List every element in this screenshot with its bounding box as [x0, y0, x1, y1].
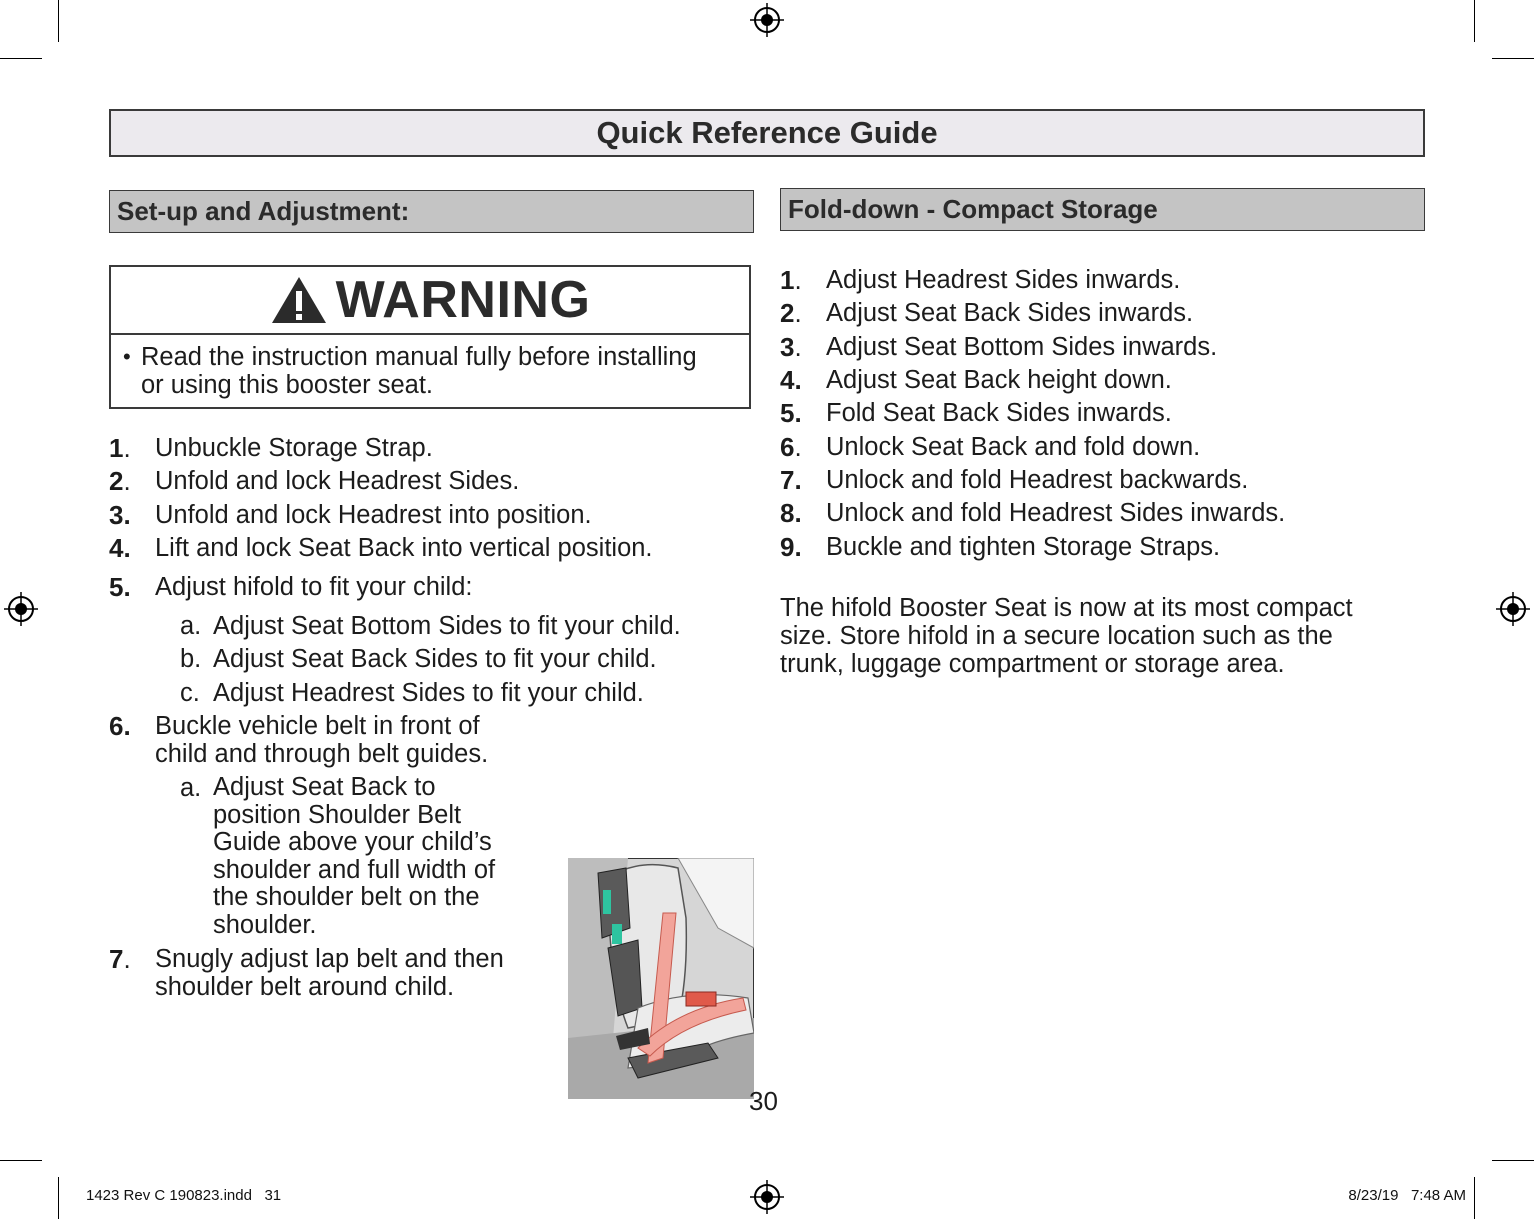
step-text: Adjust hifold to fit your child:: [155, 573, 473, 601]
crop-mark: [1474, 0, 1475, 42]
crop-mark: [58, 0, 59, 42]
warning-header: [111, 267, 749, 335]
step-line: Buckle vehicle belt in front of: [155, 712, 480, 740]
crop-mark: [58, 1177, 59, 1219]
warning-text: [111, 335, 749, 399]
sub-step-text: Adjust Seat Back Sides to fit your child.: [213, 645, 657, 673]
page-title: Quick Reference Guide: [109, 109, 1425, 157]
step-line: Snugly adjust lap belt and then: [155, 945, 504, 973]
sub-step-letter: a.: [180, 612, 202, 640]
crop-mark: [0, 58, 42, 59]
closing-line: The hifold Booster Seat is now at its most compact: [780, 594, 1353, 622]
sub-step-line: the shoulder belt on the: [213, 883, 480, 912]
section-heading-setup: Set-up and Adjustment:: [109, 190, 754, 233]
step-text: [155, 945, 504, 1001]
step-text: Unlock Seat Back and fold down.: [826, 433, 1201, 461]
step-number: 8.: [780, 498, 802, 528]
step-text: Buckle and tighten Storage Straps.: [826, 533, 1221, 561]
step-number: 9.: [780, 532, 802, 562]
step-number: 4.: [109, 533, 131, 563]
step-number: 7.: [109, 944, 131, 974]
sub-step-text: Adjust Headrest Sides to fit your child.: [213, 679, 644, 707]
crop-mark: [0, 1160, 42, 1161]
booster-seat-illustration: [568, 858, 754, 1099]
step-text: Unbuckle Storage Strap.: [155, 434, 433, 462]
step-text: Adjust Seat Back Sides inwards.: [826, 299, 1194, 327]
closing-line: trunk, luggage compartment or storage area.: [780, 650, 1285, 678]
step-text: Unfold and lock Headrest Sides.: [155, 467, 520, 495]
sub-step-line: Guide above your child’s: [213, 828, 492, 857]
sub-step-text: [213, 774, 495, 940]
sub-step-line: Adjust Seat Back to: [213, 773, 436, 801]
step-text: [155, 712, 488, 768]
registration-mark-icon: [750, 3, 784, 37]
step-number: 5.: [109, 572, 131, 602]
section-heading-fold-down: Fold-down - Compact Storage: [780, 188, 1425, 231]
sub-step-line: shoulder.: [213, 910, 317, 939]
closing-line: size. Store hifold in a secure location such as the: [780, 622, 1333, 650]
footer-date-info: 8/23/19 7:48 AM: [1348, 1187, 1466, 1204]
step-text: Unfold and lock Headrest into position.: [155, 501, 592, 529]
step-number: 7.: [780, 465, 802, 495]
step-text: Lift and lock Seat Back into vertical position.: [155, 534, 653, 562]
sub-step-line: position Shoulder Belt: [213, 800, 462, 829]
step-line: shoulder belt around child.: [155, 973, 455, 1001]
crop-mark: [1474, 1177, 1475, 1219]
step-number: 1.: [780, 265, 802, 295]
step-number: 6.: [780, 432, 802, 462]
step-text: Unlock and fold Headrest backwards.: [826, 466, 1249, 494]
registration-mark-icon: [4, 592, 38, 626]
page-number: 30: [749, 1086, 778, 1116]
warning-line: or using this booster seat.: [141, 371, 433, 399]
step-text: Fold Seat Back Sides inwards.: [826, 399, 1172, 427]
warning-title: WARNING: [335, 271, 591, 329]
step-text: Adjust Seat Bottom Sides inwards.: [826, 333, 1218, 361]
sub-step-letter: b.: [180, 645, 202, 673]
sub-step-letter: c.: [180, 679, 200, 707]
step-number: 2.: [109, 466, 131, 496]
footer-file-info: 1423 Rev C 190823.indd 31: [86, 1187, 282, 1204]
crop-mark: [1492, 1160, 1534, 1161]
step-text: Adjust Headrest Sides inwards.: [826, 266, 1181, 294]
step-number: 1.: [109, 433, 131, 463]
step-number: 4.: [780, 365, 802, 395]
sub-step-text: Adjust Seat Bottom Sides to fit your child.: [213, 612, 681, 640]
step-text: Adjust Seat Back height down.: [826, 366, 1172, 394]
registration-mark-icon: [1496, 592, 1530, 626]
sub-step-letter: a.: [180, 774, 202, 802]
warning-box: [109, 265, 751, 409]
step-text: Unlock and fold Headrest Sides inwards.: [826, 499, 1286, 527]
bullet: •: [123, 344, 131, 369]
step-line: child and through belt guides.: [155, 740, 489, 768]
step-number: 3.: [780, 332, 802, 362]
step-number: 3.: [109, 500, 131, 530]
registration-mark-icon: [750, 1180, 784, 1214]
warning-triangle-icon: [270, 275, 328, 325]
step-number: 5.: [780, 398, 802, 428]
sub-step-line: shoulder and full width of: [213, 855, 496, 884]
warning-line: Read the instruction manual fully before installing: [141, 343, 697, 371]
step-number: 6.: [109, 711, 131, 741]
closing-paragraph: [780, 594, 1353, 678]
crop-mark: [1492, 58, 1534, 59]
step-number: 2.: [780, 298, 802, 328]
